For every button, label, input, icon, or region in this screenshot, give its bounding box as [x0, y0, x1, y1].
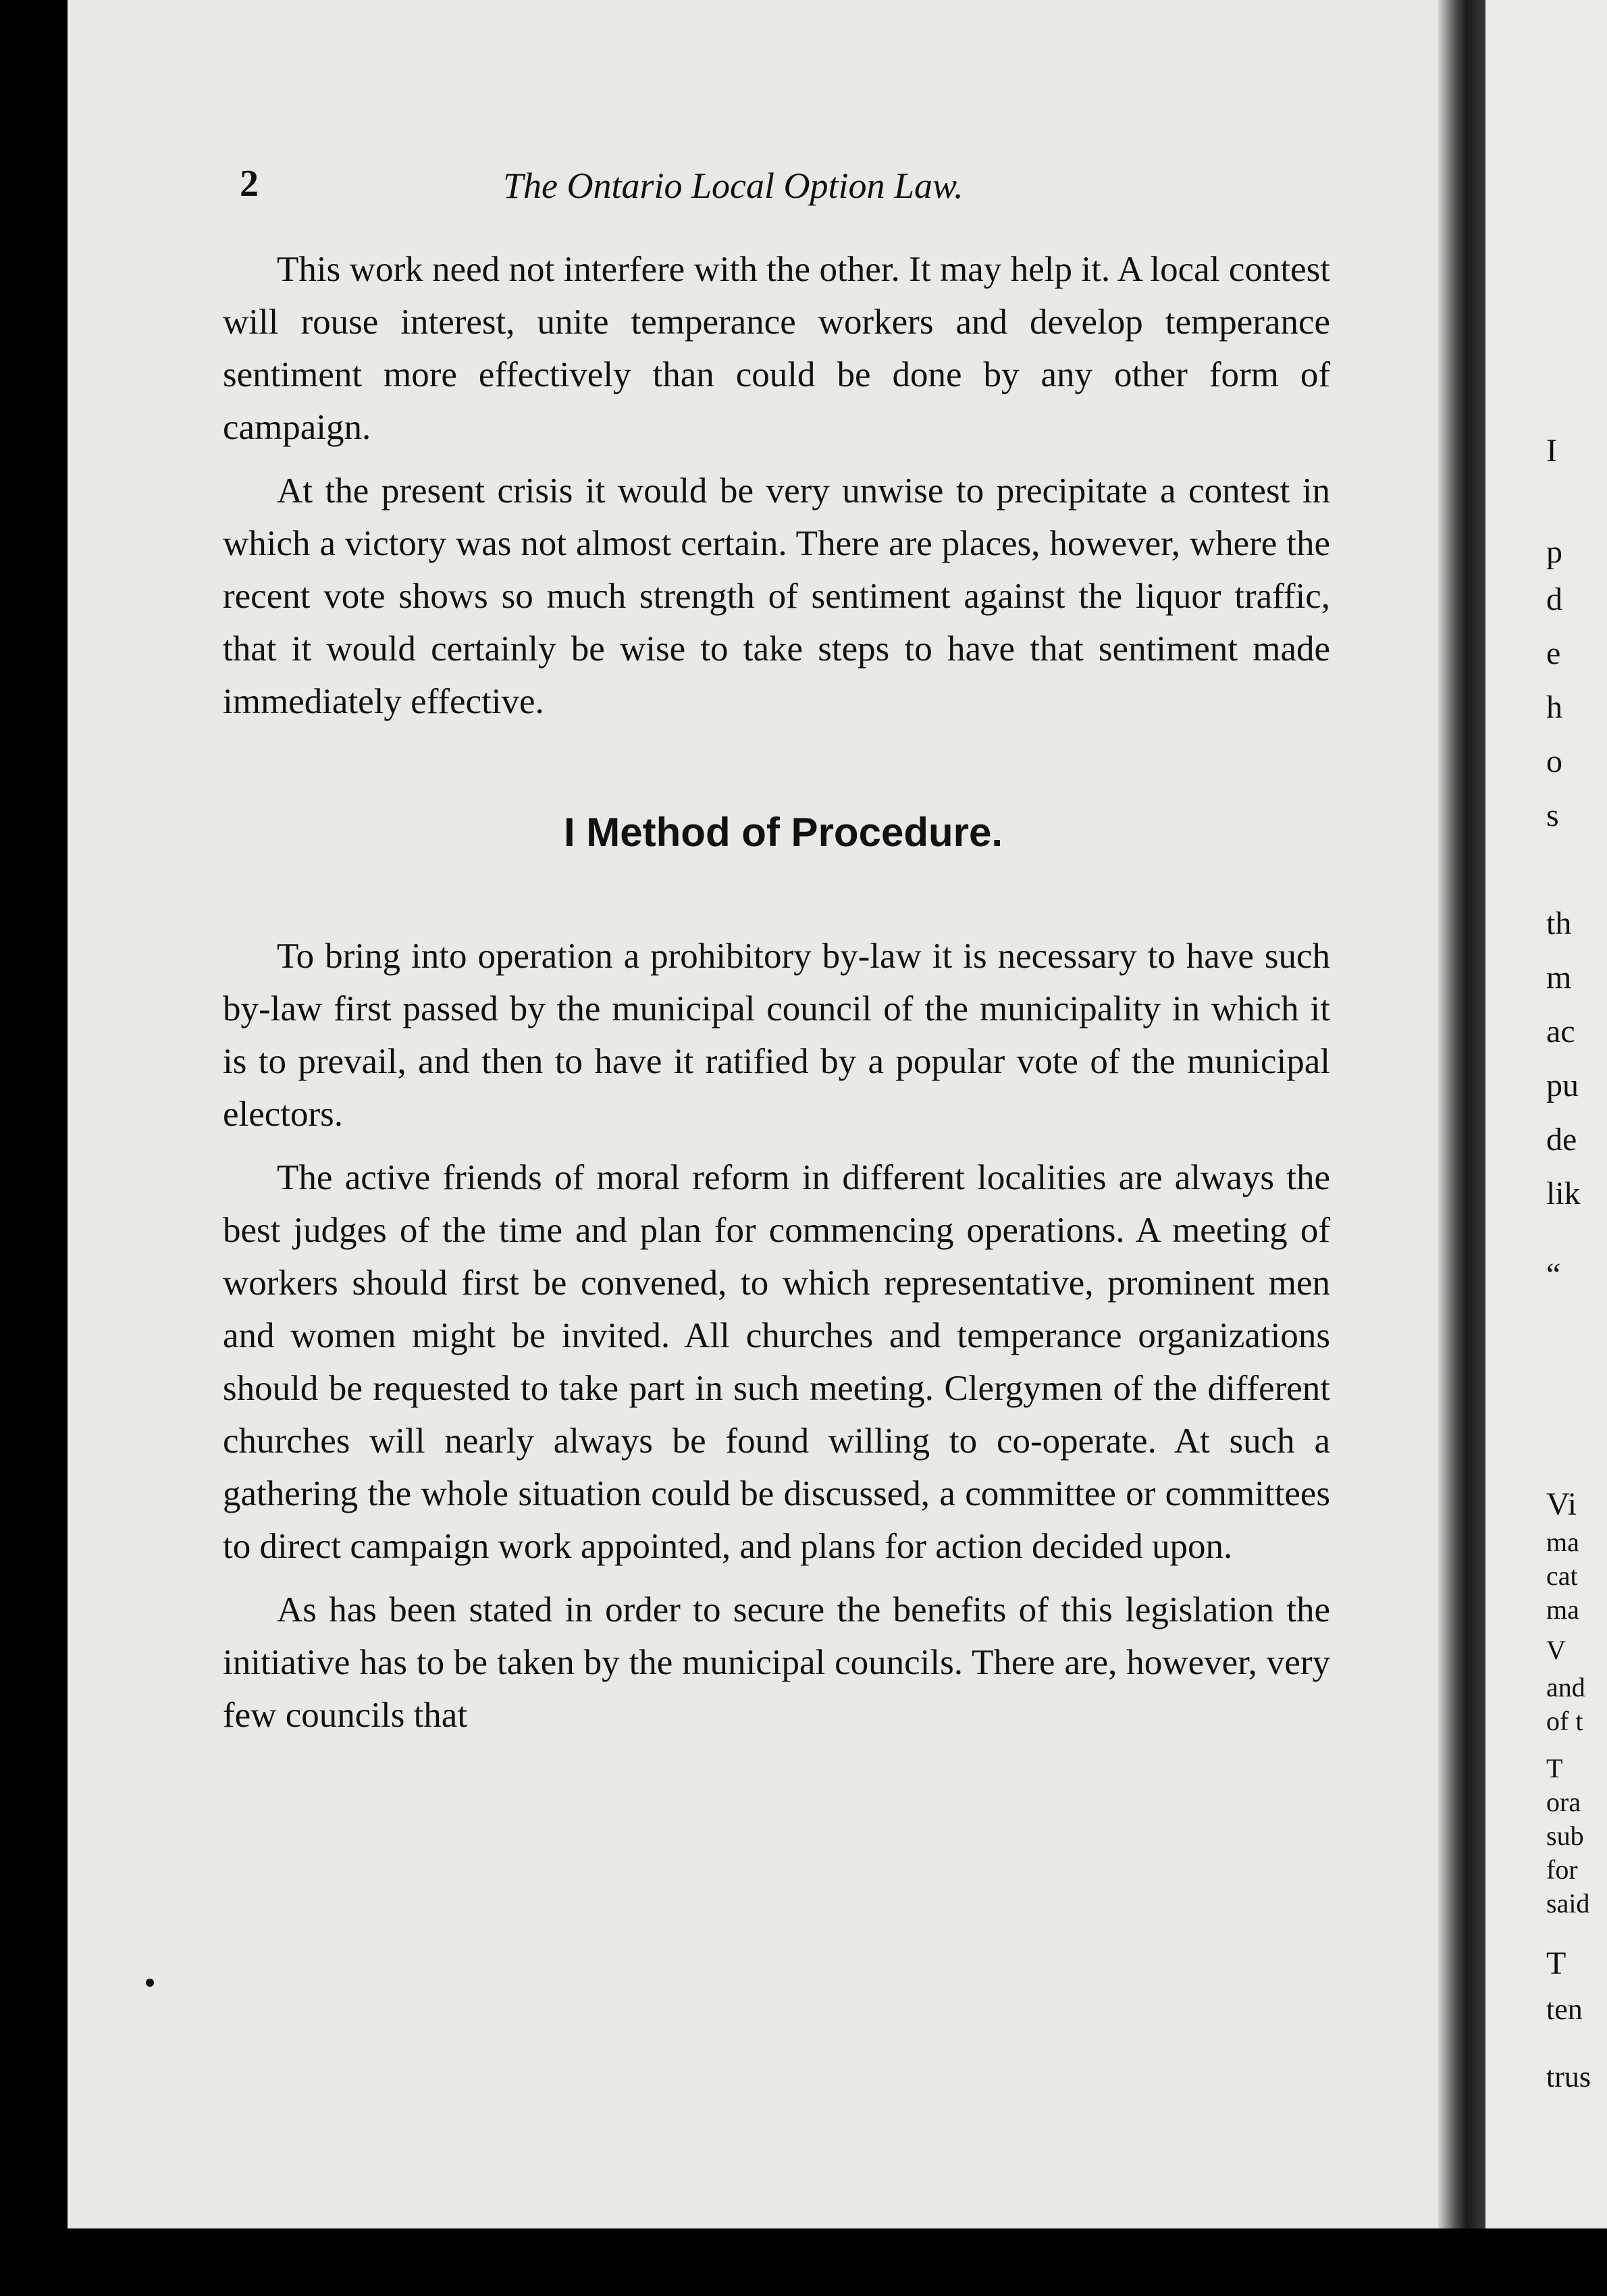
right-page-fragment: Vi — [1546, 1486, 1577, 1522]
scan-border — [0, 2228, 1607, 2296]
right-page-fragment: and — [1546, 1672, 1585, 1702]
right-page-fragment: m — [1546, 960, 1572, 995]
page-header — [240, 162, 1090, 223]
right-page-fragment: de — [1546, 1122, 1577, 1157]
right-page-fragment: th — [1546, 906, 1572, 941]
margin-mark — [146, 1979, 154, 1987]
right-page-fragment: of t — [1546, 1706, 1583, 1736]
paragraph-1: This work need not interfere with the other. It may help it. A local contest will rouse interest, unite temperance workers and develop temperance sentiment more effectively than could be done by any other form of campaign. — [223, 250, 1330, 447]
right-page-fragment: o — [1546, 743, 1562, 779]
right-page-fragment: ora — [1546, 1787, 1581, 1817]
paragraph-5: As has been stated in order to secure the benefits of this legislation the initiative has to be taken by the municipal councils. There are, however, very few councils that — [223, 1590, 1330, 1735]
binding-gutter — [1438, 0, 1485, 2228]
right-page-fragment: lik — [1546, 1176, 1581, 1211]
right-page-fragment: V — [1546, 1635, 1566, 1665]
right-page-fragment: “ — [1546, 1257, 1561, 1293]
right-page-fragment: d — [1546, 581, 1562, 617]
paragraph-2: At the present crisis it would be very unwise to precipitate a contest in which a victory was not almost certain. There are places, however, where the recent vote shows so much strength of sentiment against the liquor traffic, that it would certainly be wise to take steps to have that sentiment made immediately effective. — [223, 471, 1330, 721]
paragraph-3: To bring into operation a prohibitory by-law it is necessary to have such by-law first passed by the municipal council of the municipality in which it is to prevail, and then to have it ratified by a popular vote of the municipal electors. — [223, 937, 1330, 1134]
right-page-fragment: trus — [1546, 2060, 1591, 2093]
right-page-fragment: ten — [1546, 1993, 1583, 2026]
right-page-fragment: cat — [1546, 1561, 1578, 1591]
right-page-fragment: T — [1546, 1753, 1563, 1783]
right-page-fragment: ma — [1546, 1594, 1579, 1625]
right-page-fragment: h — [1546, 689, 1562, 725]
right-page-fragment: T — [1546, 1946, 1566, 1981]
right-page-fragment: e — [1546, 635, 1561, 671]
right-page-fragment: sub — [1546, 1821, 1584, 1851]
running-title: The Ontario Local Option Law. — [503, 165, 964, 206]
paragraph-4: The active friends of moral reform in different localities are always the best judges of the time and plan for commencing operations. A meeting of workers should first be convened, to which representative, prominent men and women might be invited. All churches and temperance organizations should be requested to take part in such meeting. Clergymen of the different churches will nearly always be found willing to co-operate. At such a gathering the whole situation could be discussed, a committee or committees to direct campaign work appointed, and plans for action decided upon. — [223, 1158, 1330, 1566]
right-page-fragment: pu — [1546, 1068, 1579, 1103]
page-number: 2 — [240, 163, 259, 205]
right-page-fragment: I — [1546, 433, 1557, 469]
right-page-fragment: for — [1546, 1854, 1578, 1885]
page-body — [223, 243, 1330, 1742]
section-heading: I Method of Procedure. — [563, 810, 1003, 855]
right-page-fragment: ac — [1546, 1014, 1575, 1049]
right-page-fragment: s — [1546, 798, 1559, 833]
right-page-fragment: ma — [1546, 1527, 1579, 1557]
right-page-fragment: said — [1546, 1888, 1590, 1919]
right-page-fragment: p — [1546, 534, 1562, 570]
